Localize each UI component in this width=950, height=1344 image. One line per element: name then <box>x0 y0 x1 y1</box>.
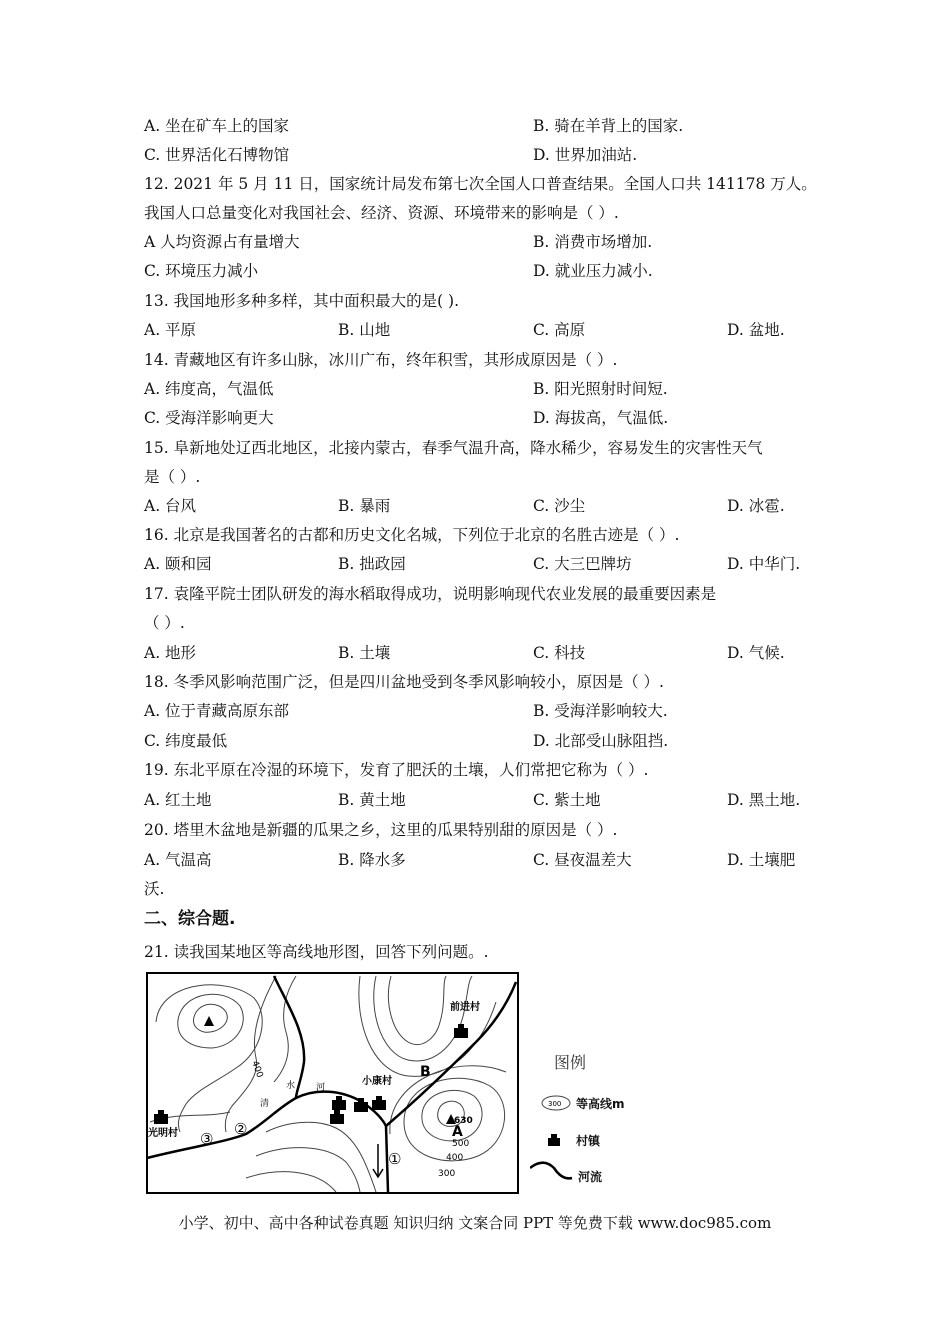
question-12-stem-1: 12. 2021 年 5 月 11 日，国家统计局发布第七次全国人口普查结果。全国人口共 141178 万人。 <box>144 175 817 193</box>
q13-option-b: B. 山地 <box>338 321 391 339</box>
q12-option-c: C. 环境压力减小 <box>144 262 259 280</box>
question-15-stem-2: 是（ ）. <box>144 468 201 486</box>
q15-option-c: C. 沙尘 <box>533 497 586 515</box>
label-xiaokang: 小康村 <box>362 1076 392 1087</box>
q20-option-d-continued: 沃. <box>144 880 165 898</box>
question-14-stem: 14. 青藏地区有许多山脉，冰川广布，终年积雪，其形成原因是（ ）. <box>144 351 618 369</box>
question-15-stem-1: 15. 阜新地处辽西北地区，北接内蒙古，春季气温升高，降水稀少，容易发生的灾害性天气 <box>144 439 763 457</box>
option-c: C. 世界活化石博物馆 <box>144 146 290 164</box>
q13-option-d: D. 盆地. <box>727 321 785 339</box>
label-guangming: 光明村 <box>148 1128 178 1139</box>
contour-label-500: 500 <box>452 1139 470 1149</box>
question-13-stem: 13. 我国地形多种多样，其中面积最大的是( ). <box>144 292 460 310</box>
option-a: A. 坐在矿车上的国家 <box>144 117 290 135</box>
legend-contour-label: 等高线m <box>576 1097 625 1111</box>
legend-village-symbol <box>548 1134 560 1146</box>
q18-option-a: A. 位于青藏高原东部 <box>144 702 290 720</box>
option-d: D. 世界加油站. <box>533 146 638 164</box>
legend-river-symbol <box>530 1163 572 1179</box>
river-char-3: 河 <box>316 1083 326 1093</box>
q16-option-c: C. 大三巴牌坊 <box>533 555 632 573</box>
marker-2: ② <box>234 1120 248 1138</box>
q14-option-d: D. 海拔高，气温低. <box>533 409 669 427</box>
contour-label-400-left: 400 <box>249 1059 265 1080</box>
q17-option-c: C. 科技 <box>533 644 586 662</box>
q20-option-d: D. 土壤肥 <box>727 851 796 869</box>
question-16-stem: 16. 北京是我国著名的古都和历史文化名城，下列位于北京的名胜古迹是（ ）. <box>144 526 680 544</box>
section-heading: 二、综合题. <box>144 909 236 929</box>
map-legend <box>530 1050 660 1200</box>
question-19-stem: 19. 东北平原在冷湿的环境下，发育了肥沃的土壤，人们常把它称为（ ）. <box>144 761 649 779</box>
q15-option-a: A. 台风 <box>144 497 197 515</box>
option-b: B. 骑在羊背上的国家. <box>533 117 684 135</box>
q20-option-b: B. 降水多 <box>338 851 406 869</box>
legend-contour-sample: 300 <box>548 1100 562 1108</box>
q18-option-c: C. 纬度最低 <box>144 732 228 750</box>
contour-map <box>146 972 520 1194</box>
q19-option-c: C. 紫土地 <box>533 791 601 809</box>
q16-option-d: D. 中华门. <box>727 555 801 573</box>
q14-option-a: A. 纬度高，气温低 <box>144 380 274 398</box>
question-20-stem: 20. 塔里木盆地是新疆的瓜果之乡，这里的瓜果特别甜的原因是（ ）. <box>144 821 618 839</box>
q14-option-c: C. 受海洋影响更大 <box>144 409 274 427</box>
legend-river-label: 河流 <box>578 1170 603 1184</box>
question-21-stem: 21. 读我国某地区等高线地形图，回答下列问题。. <box>144 943 489 961</box>
question-17-stem-2: （ ）. <box>144 614 185 632</box>
q19-option-d: D. 黑土地. <box>727 791 801 809</box>
label-point-b: B <box>420 1064 431 1080</box>
q12-option-b: B. 消费市场增加. <box>533 233 653 251</box>
q19-option-b: B. 黄土地 <box>338 791 406 809</box>
q17-option-d: D. 气候. <box>727 644 785 662</box>
question-17-stem-1: 17. 袁隆平院士团队研发的海水稻取得成功，说明影响现代农业发展的最重要因素是 <box>144 585 717 603</box>
question-18-stem: 18. 冬季风影响范围广泛，但是四川盆地受到冬季风影响较小，原因是（ ）. <box>144 673 664 691</box>
q13-option-c: C. 高原 <box>533 321 586 339</box>
q19-option-a: A. 红土地 <box>144 791 212 809</box>
label-qianjin: 前进村 <box>450 1002 480 1013</box>
q18-option-b: B. 受海洋影响较大. <box>533 702 668 720</box>
q15-option-d: D. 冰雹. <box>727 497 785 515</box>
legend-village-label: 村镇 <box>576 1134 601 1148</box>
q12-option-d: D. 就业压力减小. <box>533 262 653 280</box>
river-char-2: 水 <box>286 1081 296 1091</box>
marker-1: ① <box>388 1150 402 1168</box>
q20-option-a: A. 气温高 <box>144 851 212 869</box>
q17-option-a: A. 地形 <box>144 644 197 662</box>
contour-label-400: 400 <box>446 1153 464 1163</box>
label-point-a: A <box>452 1124 463 1140</box>
q16-option-b: B. 拙政园 <box>338 555 406 573</box>
label-elevation-630: 630 <box>454 1116 473 1126</box>
q17-option-b: B. 土壤 <box>338 644 391 662</box>
q16-option-a: A. 颐和园 <box>144 555 212 573</box>
q20-option-c: C. 昼夜温差大 <box>533 851 632 869</box>
q18-option-d: D. 北部受山脉阻挡. <box>533 732 669 750</box>
question-12-stem-2: 我国人口总量变化对我国社会、经济、资源、环境带来的影响是（ ）. <box>144 204 619 222</box>
river-char-1: 清 <box>260 1099 270 1109</box>
legend-title: 图例 <box>554 1053 587 1072</box>
marker-3: ③ <box>200 1130 214 1148</box>
q15-option-b: B. 暴雨 <box>338 497 391 515</box>
page-footer: 小学、初中、高中各种试卷真题 知识归纳 文案合同 PPT 等免费下载 www.doc985.com <box>178 1214 772 1232</box>
q13-option-a: A. 平原 <box>144 321 197 339</box>
contour-label-300: 300 <box>438 1169 456 1179</box>
q12-option-a: A 人均资源占有量增大 <box>144 233 300 251</box>
q14-option-b: B. 阳光照射时间短. <box>533 380 668 398</box>
